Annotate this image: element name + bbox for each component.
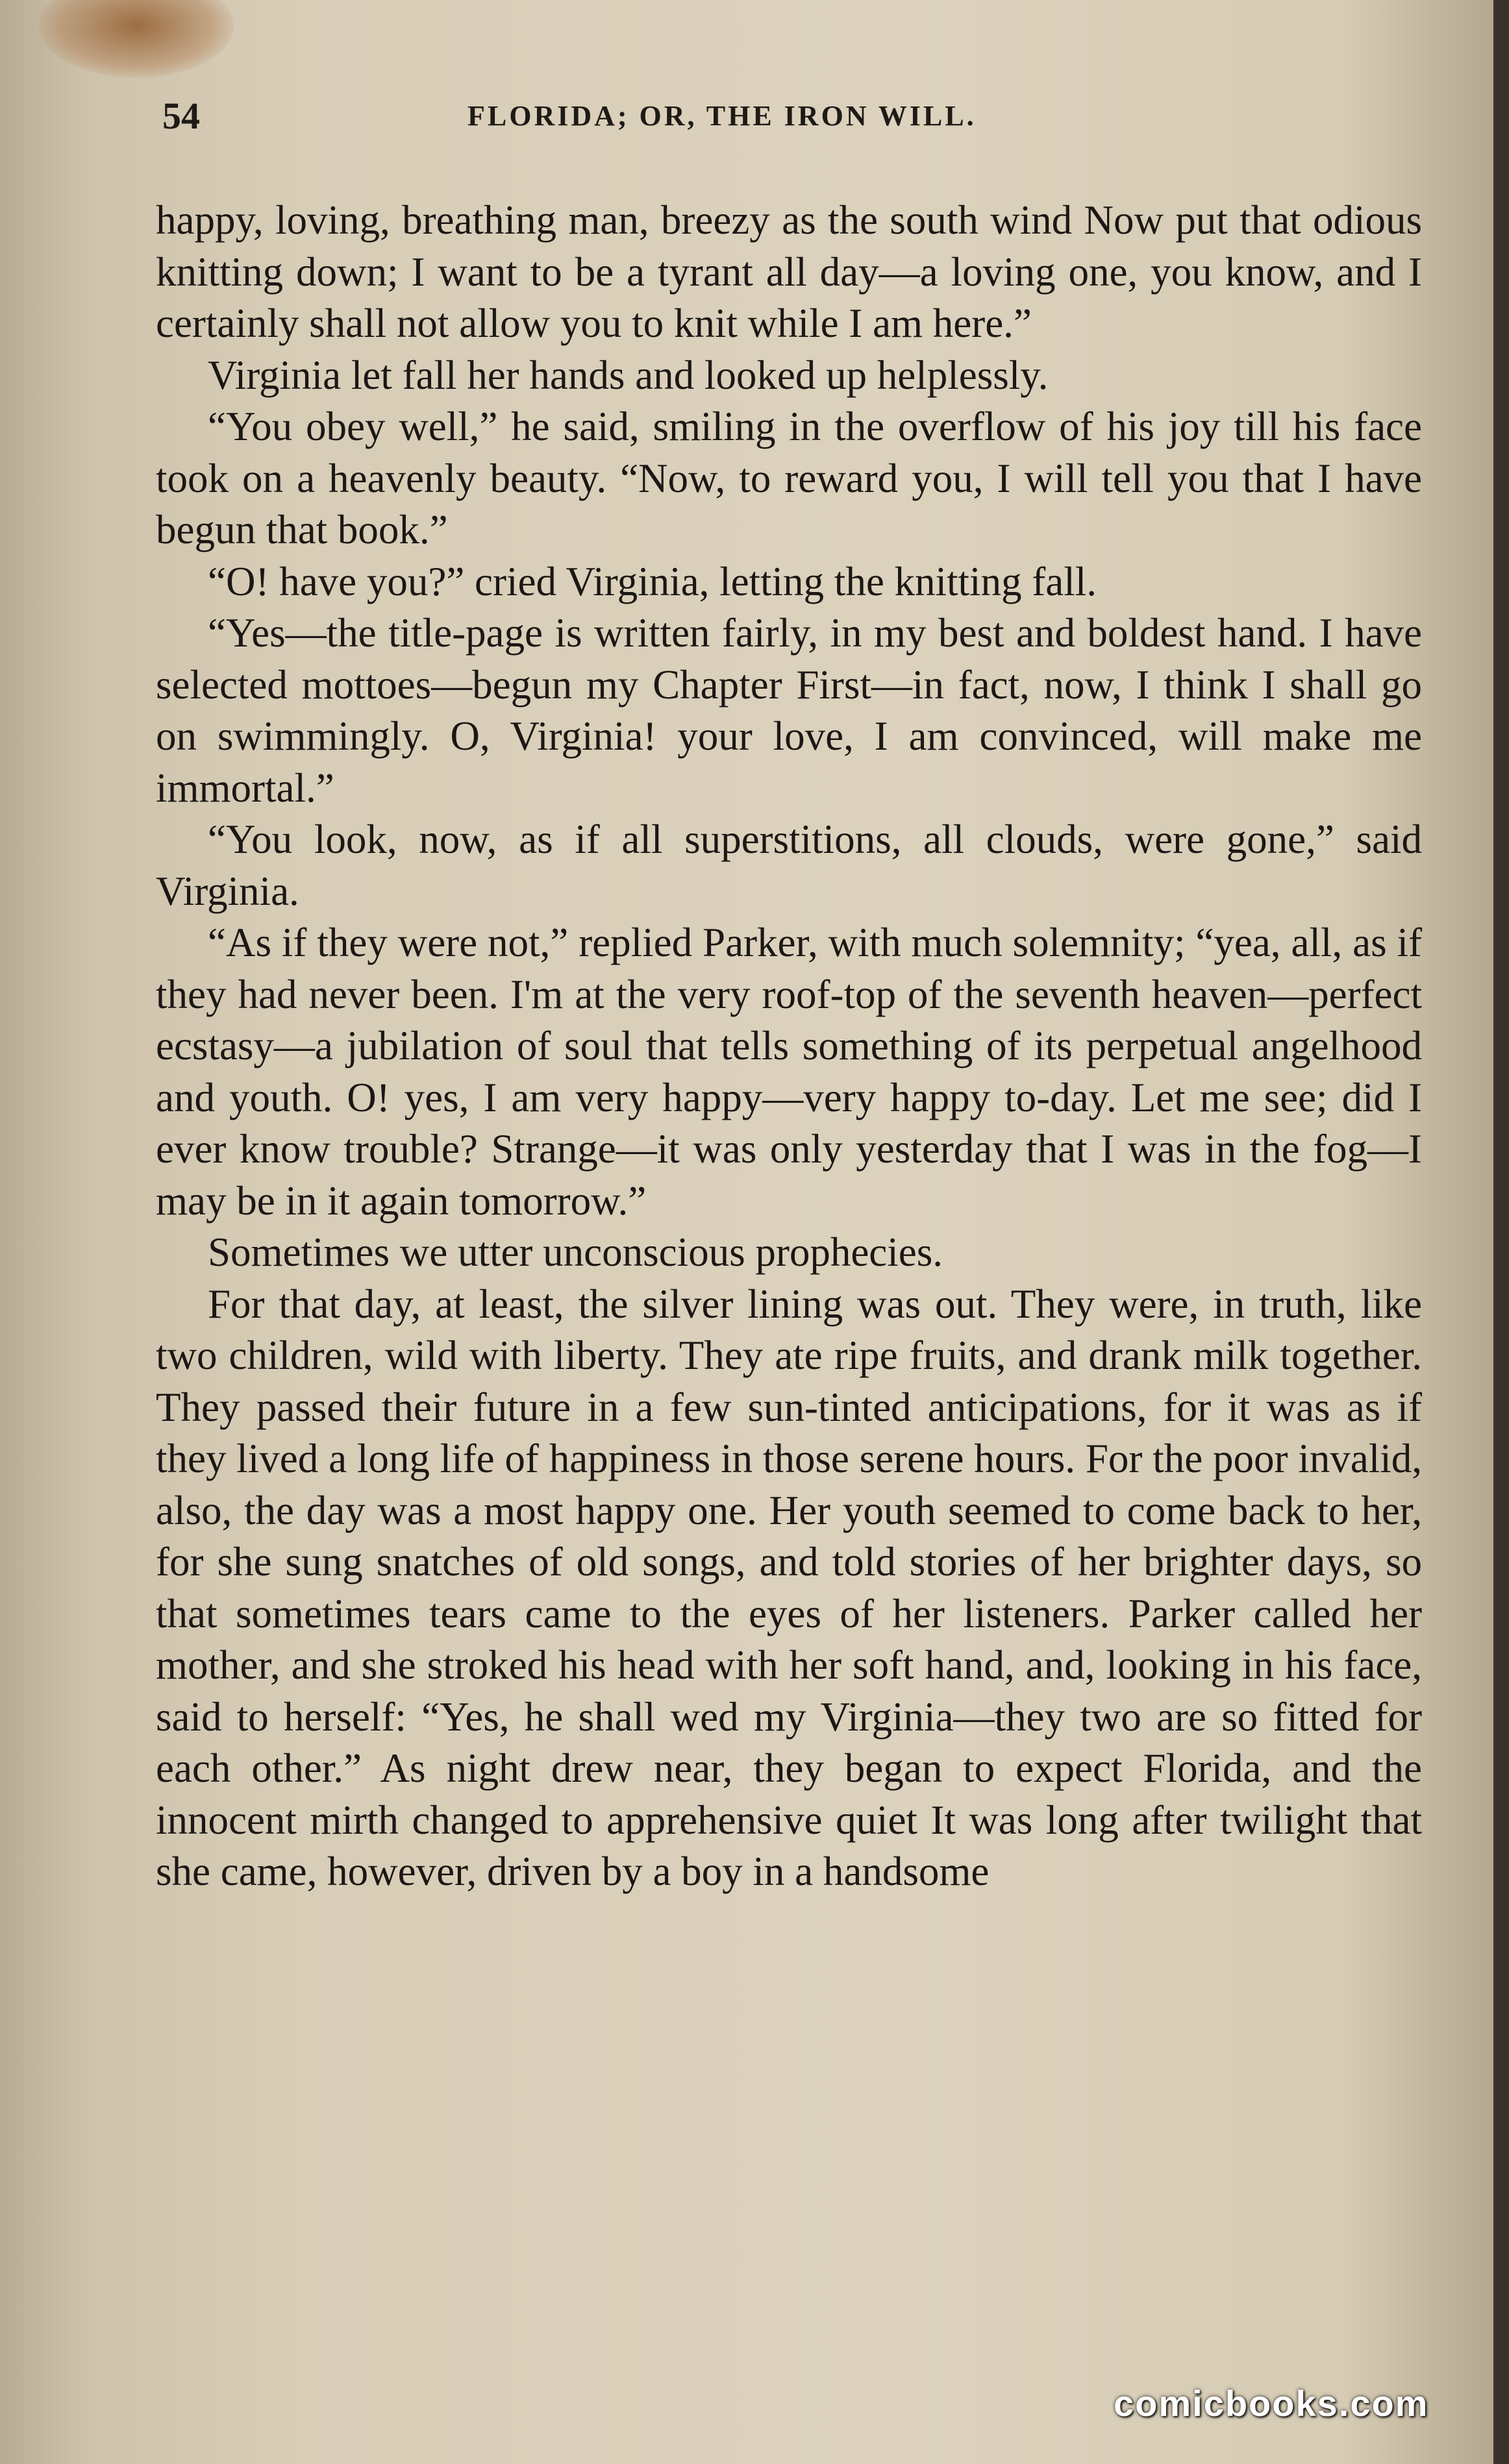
paragraph: Sometimes we utter unconscious prophecies. [208, 1229, 943, 1275]
paragraph: “You look, now, as if all superstitions, all clouds, were gone,” said Virginia. [156, 817, 1422, 914]
paragraph: For that day, at least, the silver lining was out. They were, in truth, like two children, wild with liberty. They ate ripe fruits, and drank milk together. They passed their future in a few sun-tinted anticipations, for it was as if they lived a long life of happiness in those serene hours. For the poor invalid, also, the day was a most happy one. Her youth seemed to come back to her, for she sung snatches of old songs, and told stories of her brighter days, so that sometimes tears came to the eyes of her listeners. Parker called her mother, and she stroked his head with her soft hand, and, looking in his face, said to herself: “Yes, he shall wed my Virginia—they two are so fitted for each other.” As night drew near, they began to expect Florida, and the innocent mirth changed to apprehensive quiet It was long after twilight that she came, however, driven by a boy in a handsome [156, 1281, 1422, 1894]
paragraph: “O! have you?” cried Virginia, letting the knitting fall. [208, 558, 1097, 604]
body-text [156, 195, 1422, 1898]
running-head: FLORIDA; OR, THE IRON WILL. [468, 100, 977, 132]
page-edge [1493, 0, 1509, 2464]
page-header [162, 94, 1396, 146]
water-stain [39, 0, 234, 78]
paragraph: happy, loving, breathing man, breezy as the south wind Now put that odious knitting down; I want to be a tyrant all day—a loving one, you know, and I certainly shall not allow you to knit while I am here.” [156, 197, 1422, 346]
page-number: 54 [162, 95, 200, 137]
paragraph: “Yes—the title-page is written fairly, in my best and boldest hand. I have selected mottoes—begun my Chapter First—in fact, now, I think I shall go on swimmingly. O, Virginia! your love, I am convinced, will make me immortal.” [156, 610, 1422, 811]
paragraph: “You obey well,” he said, smiling in the overflow of his joy till his face took on a heavenly beauty. “Now, to reward you, I will tell you that I have begun that book.” [156, 404, 1422, 552]
paragraph: “As if they were not,” replied Parker, with much solemnity; “yea, all, as if they had never been. I'm at the very roof-top of the seventh heaven—perfect ecstasy—a jubilation of soul that tells something of its perpetual angelhood and youth. O! yes, I am very happy—very happy to-day. Let me see; did I ever know trouble? Strange—it was only yesterday that I was in the fog—I may be in it again tomorrow.” [156, 920, 1422, 1224]
watermark: comicbooks.com [1114, 2383, 1429, 2424]
paragraph: Virginia let fall her hands and looked up helplessly. [208, 352, 1049, 398]
